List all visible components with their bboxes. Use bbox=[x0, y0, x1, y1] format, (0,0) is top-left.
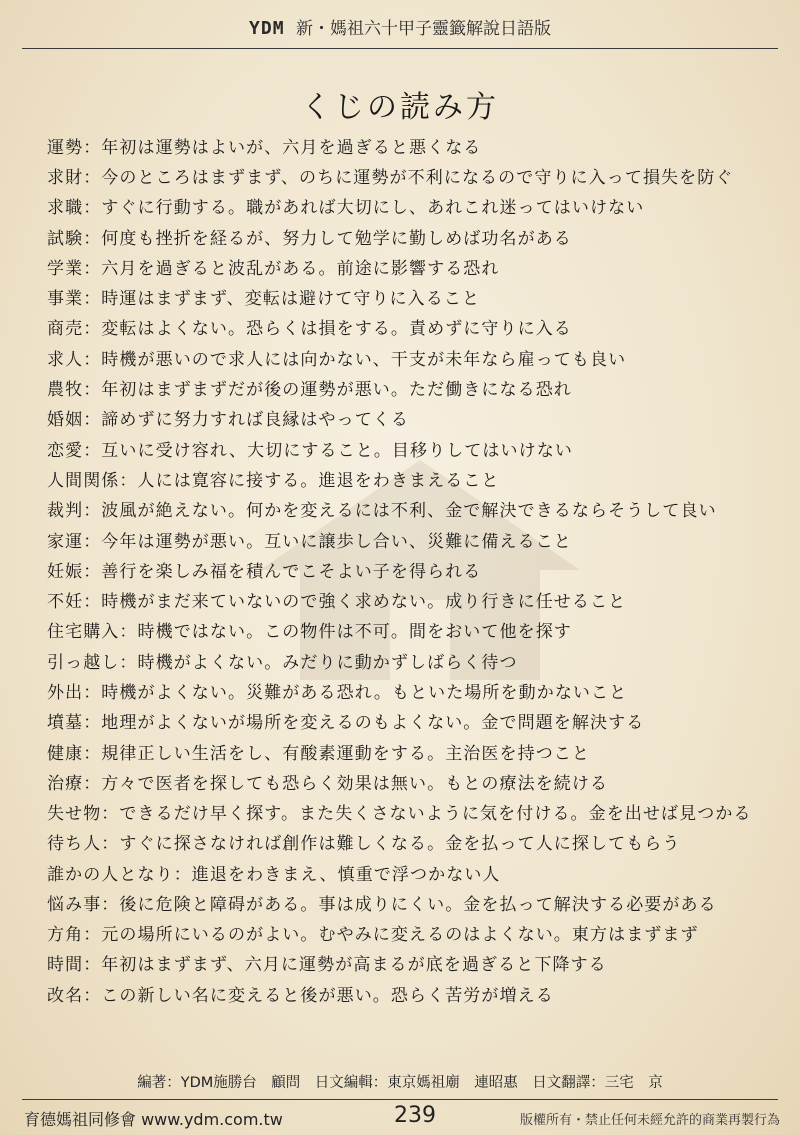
list-item: 誰かの人となり：進退をわきまえ、慎重で浮つかない人 bbox=[47, 864, 501, 885]
list-item: 方角：元の場所にいるのがよい。むやみに変えるのはよくない。東方はまずまず bbox=[47, 925, 699, 946]
page-footer bbox=[24, 1103, 780, 1131]
list-item: 求財：今のところはまずまず、のちに運勢が不利になるので守りに入って損失を防ぐ bbox=[47, 168, 734, 189]
list-item: 学業：六月を過ぎると波乱がある。前途に影響する恐れ bbox=[47, 258, 500, 279]
list-item: 時間：年初はまずまず、六月に運勢が高まるが底を過ぎると下降する bbox=[47, 955, 607, 976]
footer-rights: 版權所有・禁止任何未經允許的商業再製行為 bbox=[519, 1113, 780, 1128]
list-item: 農牧：年初はまずまずだが後の運勢が悪い。ただ働きになる恐れ bbox=[47, 380, 572, 401]
list-item: 改名：この新しい名に変えると後が悪い。恐らく苦労が増える bbox=[47, 985, 554, 1006]
reading-list bbox=[47, 133, 757, 1011]
page-header bbox=[0, 14, 800, 39]
list-item: 不妊：時機がまだ来ていないので強く求めない。成り行きに任せること bbox=[47, 592, 627, 613]
list-item: 運勢：年初は運勢はよいが、六月を過ぎると悪くなる bbox=[47, 138, 482, 158]
list-item: 求職：すぐに行動する。職があれば大切にし、あれこれ迷ってはいけない bbox=[47, 198, 645, 219]
list-item: 事業：時運はまずまず、変転は避けて守りに入ること bbox=[47, 289, 481, 310]
footer-divider bbox=[22, 1099, 778, 1100]
page-number: 239 bbox=[394, 1103, 436, 1128]
list-item: 引っ越し：時機がよくない。みだりに動かずしばらく待つ bbox=[47, 652, 518, 673]
list-item: 住宅購入：時機ではない。この物件は不可。間をおいて他を探す bbox=[47, 622, 572, 643]
list-item: 健康：規律正しい生活をし、有酸素運動をする。主治医を持つこと bbox=[47, 743, 590, 764]
list-item: 裁判：波風が絶えない。何かを変えるには不利、金で解決できるならそうして良い bbox=[47, 501, 717, 522]
footer-org: 育德媽祖同修會 www.ydm.com.tw bbox=[24, 1110, 283, 1129]
list-item: 婚姻：諦めずに努力すれば良縁はやってくる bbox=[47, 410, 409, 431]
header-text: 新・媽祖六十甲子靈籤解說日語版 bbox=[295, 19, 551, 39]
list-item: 家運：今年は運勢が悪い。互いに譲歩し合い、災難に備えること bbox=[47, 531, 572, 552]
list-item: 悩み事：後に危険と障碍がある。事は成りにくい。金を払って解決する必要がある bbox=[47, 894, 717, 915]
list-item: 妊娠：善行を楽しみ福を積んでこそよい子を得られる bbox=[47, 561, 482, 582]
list-item: 待ち人：すぐに探さなければ創作は難しくなる。金を払って人に探してもらう bbox=[47, 834, 681, 855]
list-item: 失せ物：できるだけ早く探す。また失くさないように気を付ける。金を出せば見つかる bbox=[47, 804, 752, 825]
credits-line: 編著：YDM施勝台 顧問 日文編輯：東京媽祖廟 連昭惠 日文翻譯：三宅 京 bbox=[137, 1075, 663, 1091]
list-item: 墳墓：地理がよくないが場所を変えるのもよくない。金で問題を解決する bbox=[47, 713, 645, 734]
list-item: 試験：何度も挫折を経るが、努力して勉学に勤しめば功名がある bbox=[47, 228, 572, 249]
list-item: 外出：時機がよくない。災難がある恐れ。もといた場所を動かないこと bbox=[47, 683, 628, 704]
list-item: 治療：方々で医者を探しても恐らく効果は無い。もとの療法を続ける bbox=[47, 773, 609, 794]
header-divider bbox=[22, 48, 778, 49]
list-item: 求人：時機が悪いので求人には向かない、干支が未年なら雇っても良い bbox=[47, 349, 627, 370]
page-title: くじの読み方 bbox=[301, 90, 499, 125]
list-item: 恋愛：互いに受け容れ、大切にすること。目移りしてはいけない bbox=[47, 440, 573, 461]
list-item: 人間関係：人には寛容に接する。進退をわきまえること bbox=[47, 470, 500, 491]
ydm-logo: YDM bbox=[249, 18, 285, 39]
list-item: 商売：変転はよくない。恐らくは損をする。責めずに守りに入る bbox=[47, 319, 572, 340]
